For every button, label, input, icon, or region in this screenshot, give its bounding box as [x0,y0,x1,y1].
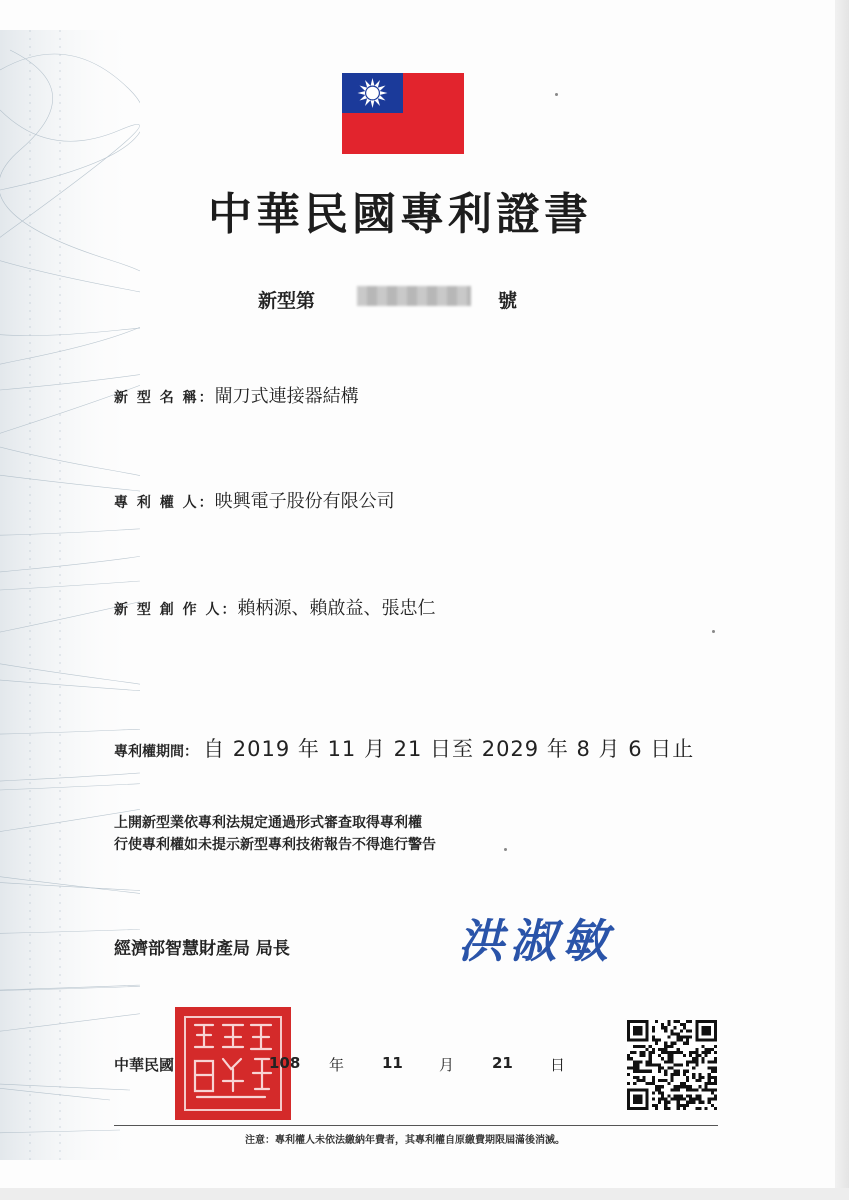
official-title: 經濟部智慧財產局 局長 [114,939,290,959]
issue-date-day-unit: 日 [550,1056,566,1074]
model-name-label: 新 型 名 稱： [114,390,215,406]
patent-number-suffix: 號 [498,290,518,312]
footnote: 注意：專利權人未依法繳納年費者，其專利權自原繳費期限屆滿後消滅。 [245,1135,565,1146]
dust-speck [712,630,715,633]
creators-value: 賴柄源、賴啟益、張忠仁 [237,598,436,619]
patent-term-label: 專利權期間： [114,744,198,760]
patentee-row [114,487,395,513]
certificate-title: 中華民國專利證書 [208,189,592,240]
national-flag-icon [342,73,464,154]
creators-row [114,594,436,620]
footer-rule [114,1125,718,1126]
dust-speck [555,93,558,96]
qr-code-icon [627,1020,717,1110]
notice-line-2: 行使專利權如未提示新型專利技術報告不得進行警告 [114,837,436,853]
patent-term-value: 自 2019 年 11 月 21 日至 2029 年 8 月 6 日止 [203,737,695,761]
director-signature: 洪淑敏 [458,914,614,968]
model-name-row [114,382,359,408]
issue-date-era: 中華民國 [114,1056,175,1074]
model-name-value: 閘刀式連接器結構 [214,386,359,407]
scan-edge-right [835,0,849,1200]
scan-edge-bottom [0,1188,849,1200]
dust-speck [504,848,507,851]
issue-date-year: 108 [269,1054,301,1072]
patentee-value: 映興電子股份有限公司 [214,491,395,512]
notice-line-1: 上開新型業依專利法規定通過形式審查取得專利權 [114,815,422,831]
issue-date-day: 21 [492,1054,513,1072]
patentee-label: 專 利 權 人： [114,495,215,511]
patent-term-row [114,733,694,763]
patent-number-prefix: 新型第 [258,290,316,312]
creators-label: 新 型 創 作 人： [114,602,238,618]
issue-date-month-unit: 月 [439,1056,455,1074]
issue-date-year-unit: 年 [329,1056,345,1074]
issue-date-month: 11 [382,1054,403,1072]
redacted-patent-number [357,286,471,306]
